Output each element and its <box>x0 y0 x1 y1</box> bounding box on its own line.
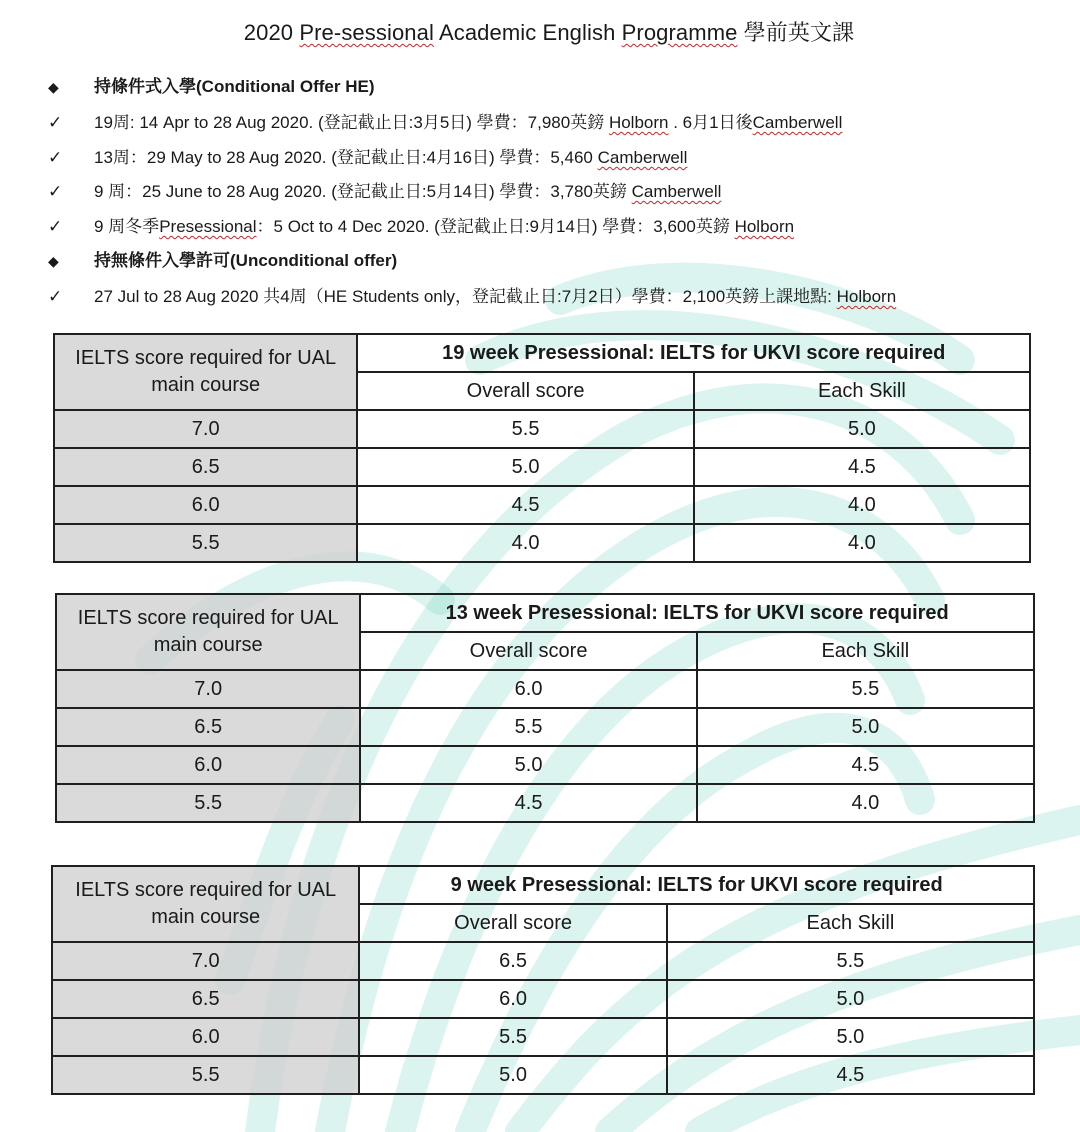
ual-requirement-header: IELTS score required for UAL main course <box>56 594 360 670</box>
list-item: ✓ 9 周：25 June to 28 Aug 2020. (登記截止日:5月14日) 學費：3,780英鎊 Camberwell <box>48 182 722 201</box>
each-skill-cell: 5.0 <box>694 410 1030 448</box>
ual-score-cell: 6.0 <box>54 486 357 524</box>
each-skill-cell: 4.5 <box>694 448 1030 486</box>
overall-score-cell: 4.0 <box>357 524 693 562</box>
overall-score-cell: 5.5 <box>357 410 693 448</box>
program-header: 13 week Presessional: IELTS for UKVI score required <box>360 594 1034 632</box>
check-icon: ✓ <box>48 287 63 306</box>
ual-score-cell: 5.5 <box>52 1056 359 1094</box>
check-icon: ✓ <box>48 148 63 167</box>
each-skill-cell: 4.0 <box>694 524 1030 562</box>
list-item: ✓ 19周: 14 Apr to 28 Aug 2020. (登記截止日:3月5日) 學費：7,980英鎊 Holborn . 6月1日後Camberwell <box>48 113 843 132</box>
check-icon: ✓ <box>48 113 63 132</box>
check-icon: ✓ <box>48 182 63 201</box>
overall-score-cell: 6.0 <box>359 980 666 1018</box>
ual-score-cell: 7.0 <box>54 410 357 448</box>
each-skill-cell: 4.0 <box>694 486 1030 524</box>
overall-score-header: Overall score <box>360 632 696 670</box>
ielts-table-9-week <box>51 865 1035 1095</box>
ual-score-cell: 6.0 <box>52 1018 359 1056</box>
program-header: 19 week Presessional: IELTS for UKVI score required <box>357 334 1030 372</box>
ual-score-cell: 7.0 <box>56 670 360 708</box>
table-row <box>56 784 1034 822</box>
ual-score-cell: 6.0 <box>56 746 360 784</box>
overall-score-cell: 5.0 <box>359 1056 666 1094</box>
unconditional-heading: ◆ 持無條件入學許可(Unconditional offer) <box>48 251 398 270</box>
ielts-table-19-week <box>53 333 1031 563</box>
table-row <box>52 1018 1034 1056</box>
each-skill-cell: 4.5 <box>667 1056 1034 1094</box>
table-row <box>52 942 1034 980</box>
list-item: ✓ 9 周冬季Presessional：5 Oct to 4 Dec 2020. (登記截止日:9月14日) 學費：3,600英鎊 Holborn <box>48 217 795 236</box>
overall-score-cell: 5.0 <box>360 746 696 784</box>
diamond-bullet-icon: ◆ <box>48 79 59 95</box>
ual-score-cell: 5.5 <box>54 524 357 562</box>
each-skill-cell: 5.0 <box>667 1018 1034 1056</box>
conditional-heading: ◆ 持條件式入學(Conditional Offer HE) <box>48 77 375 96</box>
each-skill-header: Each Skill <box>667 904 1034 942</box>
table-row <box>54 524 1030 562</box>
overall-score-cell: 4.5 <box>357 486 693 524</box>
page-title: 2020 Pre-sessional Academic English Programme 學前英文課 <box>243 20 855 45</box>
ual-score-cell: 6.5 <box>54 448 357 486</box>
check-icon: ✓ <box>48 217 63 236</box>
list-item: ✓ 27 Jul to 28 Aug 2020 共4周（HE Students only，登記截止日:7月2日）學費：2,100英鎊上課地點: Holborn <box>48 287 897 306</box>
table-row <box>54 448 1030 486</box>
overall-score-header: Overall score <box>357 372 693 410</box>
overall-score-cell: 5.5 <box>360 708 696 746</box>
ual-score-cell: 5.5 <box>56 784 360 822</box>
table-row <box>52 980 1034 1018</box>
each-skill-cell: 5.0 <box>697 708 1034 746</box>
overall-score-cell: 6.5 <box>359 942 666 980</box>
each-skill-cell: 4.0 <box>697 784 1034 822</box>
each-skill-cell: 5.0 <box>667 980 1034 1018</box>
table-row <box>54 410 1030 448</box>
table-row <box>54 486 1030 524</box>
overall-score-cell: 6.0 <box>360 670 696 708</box>
program-header: 9 week Presessional: IELTS for UKVI score required <box>359 866 1034 904</box>
each-skill-header: Each Skill <box>694 372 1030 410</box>
diamond-bullet-icon: ◆ <box>48 253 59 269</box>
overall-score-cell: 4.5 <box>360 784 696 822</box>
table-row <box>56 708 1034 746</box>
table-row <box>56 670 1034 708</box>
each-skill-cell: 5.5 <box>697 670 1034 708</box>
ielts-table-13-week <box>55 593 1035 823</box>
table-row <box>52 1056 1034 1094</box>
overall-score-cell: 5.5 <box>359 1018 666 1056</box>
overall-score-header: Overall score <box>359 904 666 942</box>
each-skill-header: Each Skill <box>697 632 1034 670</box>
each-skill-cell: 5.5 <box>667 942 1034 980</box>
ual-score-cell: 7.0 <box>52 942 359 980</box>
ual-score-cell: 6.5 <box>52 980 359 1018</box>
ual-requirement-header: IELTS score required for UAL main course <box>54 334 357 410</box>
list-item: ✓ 13周：29 May to 28 Aug 2020. (登記截止日:4月16日) 學費：5,460 Camberwell <box>48 148 688 167</box>
overall-score-cell: 5.0 <box>357 448 693 486</box>
each-skill-cell: 4.5 <box>697 746 1034 784</box>
table-row <box>56 746 1034 784</box>
ual-score-cell: 6.5 <box>56 708 360 746</box>
ual-requirement-header: IELTS score required for UAL main course <box>52 866 359 942</box>
